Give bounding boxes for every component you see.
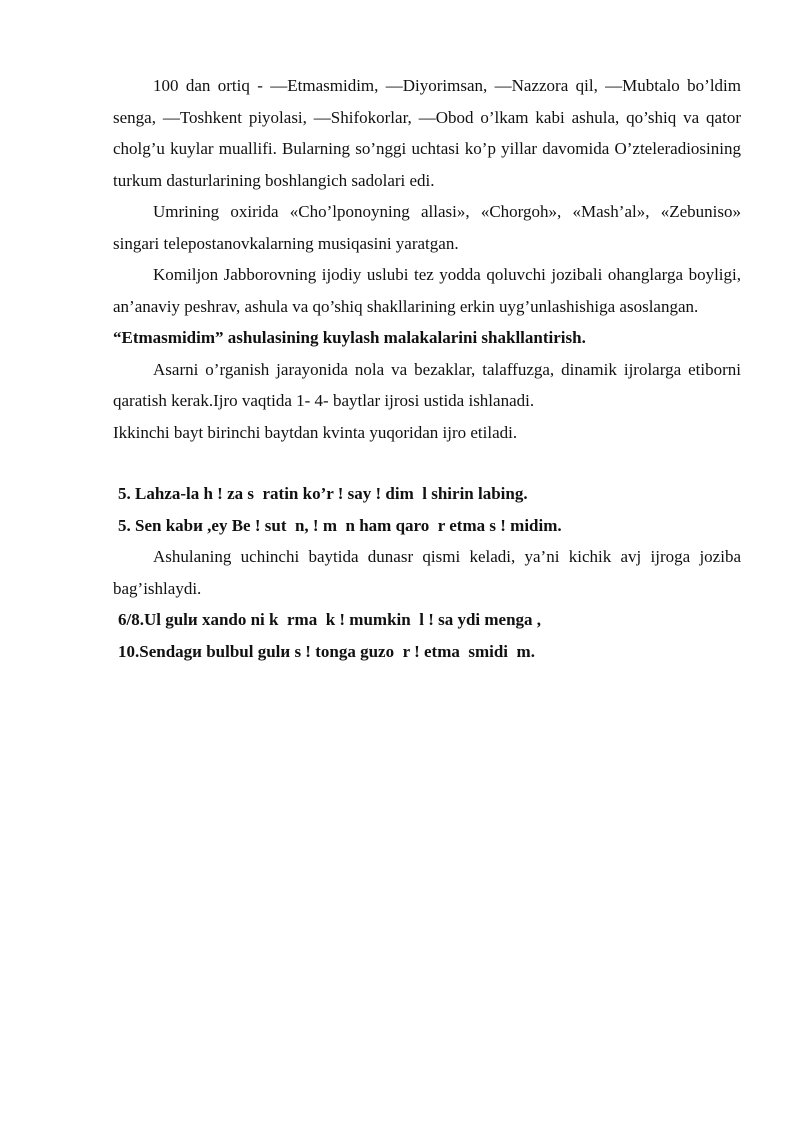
verse-line-1: 5. Lahza-la h ! za s ratin ko’r ! say ! dim l shirin labing. — [118, 484, 528, 503]
document-page — [113, 70, 741, 667]
blank-line — [113, 448, 741, 478]
paragraph-third-bayt: Ashulaning uchinchi baytida dunasr qismi keladi, ya’ni kichik avj ijroga joziba bag’ishlaydi. — [113, 547, 741, 598]
section-heading: “Etmasmidim” ashulasining kuylash malakalarini shakllantirish. — [113, 328, 586, 347]
paragraph-author-works: 100 dan ortiq - ―Etmasmidim, ―Diyorimsan, ―Nazzora qil, ―Mubtalo bo’ldim senga, ―Toshkent piyolasi, ―Shifokorlar, ―Obod o’lkam kabi ashula, qo’shiq va qator cholg’u kuylar muallifi. Bularning so’nggi uchtasi ko’p yillar davomida O’zteleradiosining turkum dasturlarining boshlangich sadolari edi. — [113, 76, 741, 190]
paragraph-telepostanovka: Umrining oxirida «Cho’lponoyning allasi», «Chorgoh», «Mash’al», «Zebuniso» singari telepostanovkalarning musiqasini yaratgan. — [113, 202, 741, 253]
paragraph-learning-process: Asarni o’rganish jarayonida nola va bezaklar, talaffuzga, dinamik ijrolarga etiborni qaratish kerak.Ijro vaqtida 1- 4- baytlar ijrosi ustida ishlanadi. — [113, 359, 741, 410]
verse-line-3: 6/8.Ul gulи xando ni k rma k ! mumkin l ! sa ydi menga , — [118, 610, 542, 629]
paragraph-creative-style: Komiljon Jabborovning ijodiy uslubi tez yodda qoluvchi jozibali ohanglarga boyligi, an’anaviy peshrav, ashula va qo’shiq shakllarining erkin uyg’unlashishiga asoslangan. — [113, 265, 741, 316]
paragraph-second-bayt: Ikkinchi bayt birinchi baytdan kvinta yuqoridan ijro etiladi. — [113, 422, 518, 442]
verse-line-2: 5. Sen kabи ,ey Be ! sut n, ! m n ham qaro r etma s ! midim. — [118, 515, 562, 535]
verse-line-4: 10.Sendagи bulbul gulи s ! tonga guzo r ! etma smidi m. — [118, 641, 535, 661]
